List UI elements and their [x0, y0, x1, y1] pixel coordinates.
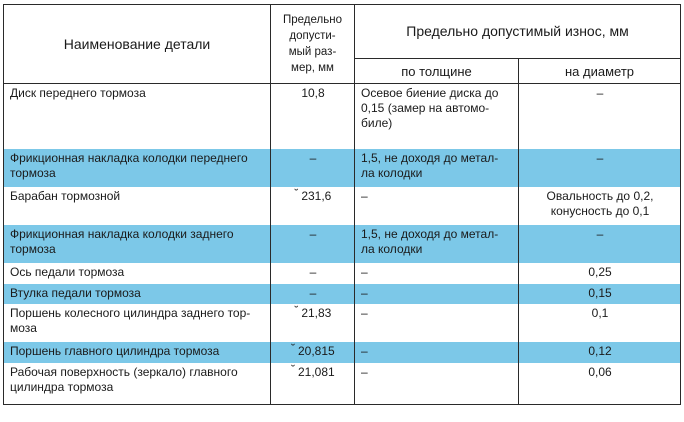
- thickness-wear-line: –: [361, 305, 368, 320]
- thickness-wear-cell: [355, 304, 519, 342]
- part-name-cell: [4, 284, 271, 304]
- limit-size-cell: [271, 363, 355, 405]
- diameter-wear-cell: [519, 363, 681, 405]
- header-limit-size: [271, 5, 355, 84]
- part-name-cell: [4, 84, 271, 149]
- table-row: [4, 84, 681, 149]
- diameter-wear-cell: [519, 304, 681, 342]
- part-name-line: Рабочая поверхность (зеркало) главного: [10, 364, 238, 379]
- table-row: [4, 342, 681, 363]
- thickness-wear-cell: [355, 84, 519, 149]
- limit-size-cell: [271, 263, 355, 284]
- part-name-line: Фрикционная накладка колодки заднего: [10, 226, 234, 241]
- diameter-wear-line: 0,15: [588, 285, 612, 300]
- tilde-mark: ˘: [291, 363, 295, 376]
- thickness-wear-cell: [355, 284, 519, 304]
- limit-size-cell: [271, 149, 355, 187]
- thickness-wear-cell: [355, 225, 519, 263]
- thickness-wear-line: ла колодки: [361, 241, 423, 256]
- limit-size-cell: [271, 187, 355, 225]
- diameter-wear-line: 0,25: [588, 264, 612, 279]
- limit-size-cell: [271, 304, 355, 342]
- diameter-wear-cell: [519, 187, 681, 225]
- table-row: [4, 187, 681, 225]
- thickness-wear-line: Осевое биение диска до: [361, 86, 499, 100]
- table-row: [4, 284, 681, 304]
- diameter-wear-cell: [519, 225, 681, 263]
- part-name-cell: [4, 304, 271, 342]
- part-name-line: Поршень колесного цилиндра заднего тор-: [10, 305, 251, 320]
- limit-size-value: 21,081: [297, 364, 335, 379]
- thickness-wear-line: 0,15 (замер на автомо-: [361, 101, 490, 115]
- header-limit-line: допусти-: [289, 30, 336, 42]
- part-name-line: тормоза: [10, 165, 56, 180]
- thickness-wear-line: –: [361, 343, 368, 358]
- diameter-wear-line: –: [596, 226, 604, 241]
- part-name-line: цилиндра тормоза: [10, 379, 114, 394]
- tilde-mark: ˘: [294, 187, 299, 200]
- part-name-line: Поршень главного цилиндра тормоза: [10, 343, 220, 358]
- thickness-wear-cell: [355, 263, 519, 284]
- diameter-wear-line: –: [596, 86, 604, 100]
- thickness-wear-cell: [355, 342, 519, 363]
- limit-size-cell: [271, 225, 355, 263]
- header-part-name: Наименование детали: [4, 5, 271, 84]
- diameter-wear-line: Овальность до 0,2,: [546, 188, 654, 203]
- part-name-line: Ось педали тормоза: [10, 264, 125, 279]
- header-wear-limit: Предельно допустимый износ, мм: [355, 5, 681, 59]
- thickness-wear-cell: [355, 149, 519, 187]
- limit-size-value: –: [309, 285, 317, 300]
- limit-size-value: 20,815: [297, 343, 335, 358]
- diameter-wear-line: 0,1: [591, 305, 609, 320]
- thickness-wear-cell: [355, 187, 519, 225]
- thickness-wear-line: –: [361, 364, 368, 379]
- header-thickness: по толщине: [355, 59, 519, 84]
- part-name-cell: [4, 149, 271, 187]
- table-row: [4, 225, 681, 263]
- part-name-line: тормоза: [10, 241, 56, 256]
- diameter-wear-line: 0,06: [588, 364, 612, 379]
- diameter-wear-line: конусность до 0,1: [550, 203, 650, 218]
- diameter-wear-line: 0,12: [588, 343, 612, 358]
- limit-size-value: –: [309, 150, 317, 165]
- thickness-wear-line: –: [361, 188, 368, 203]
- header-limit-line: мый раз-: [288, 46, 337, 58]
- header-diameter: на диаметр: [519, 59, 681, 84]
- diameter-wear-cell: [519, 263, 681, 284]
- part-name-line: Фрикционная накладка колодки переднего: [10, 150, 248, 165]
- table-row: [4, 149, 681, 187]
- part-name-line: Барабан тормозной: [10, 188, 121, 203]
- table-row: [4, 263, 681, 284]
- table-row: [4, 304, 681, 342]
- header-limit-line: Предельно: [283, 14, 342, 26]
- part-name-line: Диск переднего тормоза: [10, 86, 146, 100]
- limit-size-value: 10,8: [301, 86, 325, 100]
- brake-parts-wear-table: [3, 4, 681, 405]
- table-body: [4, 84, 681, 405]
- limit-size-value: –: [309, 264, 317, 279]
- limit-size-value: 231,6: [301, 188, 332, 203]
- tilde-mark: ˘: [294, 304, 299, 317]
- table-row: [4, 363, 681, 405]
- diameter-wear-cell: [519, 342, 681, 363]
- thickness-wear-line: биле): [361, 116, 393, 130]
- thickness-wear-line: 1,5, не доходя до метал-: [361, 226, 499, 241]
- part-name-cell: [4, 187, 271, 225]
- diameter-wear-line: –: [596, 150, 604, 165]
- thickness-wear-line: 1,5, не доходя до метал-: [361, 150, 499, 165]
- part-name-line: моза: [10, 320, 37, 335]
- thickness-wear-line: –: [361, 285, 368, 300]
- thickness-wear-line: –: [361, 264, 368, 279]
- limit-size-value: 21,83: [301, 305, 332, 320]
- part-name-cell: [4, 363, 271, 405]
- diameter-wear-cell: [519, 84, 681, 149]
- limit-size-cell: [271, 284, 355, 304]
- diameter-wear-cell: [519, 284, 681, 304]
- table-header-row: [4, 5, 681, 59]
- part-name-cell: [4, 225, 271, 263]
- thickness-wear-line: ла колодки: [361, 165, 423, 180]
- tilde-mark: ˘: [291, 342, 295, 355]
- part-name-cell: [4, 342, 271, 363]
- part-name-line: Втулка педали тормоза: [10, 285, 141, 300]
- diameter-wear-cell: [519, 149, 681, 187]
- limit-size-cell: [271, 84, 355, 149]
- limit-size-value: –: [309, 226, 317, 241]
- part-name-cell: [4, 263, 271, 284]
- limit-size-cell: [271, 342, 355, 363]
- header-limit-line: мер, мм: [291, 62, 334, 74]
- thickness-wear-cell: [355, 363, 519, 405]
